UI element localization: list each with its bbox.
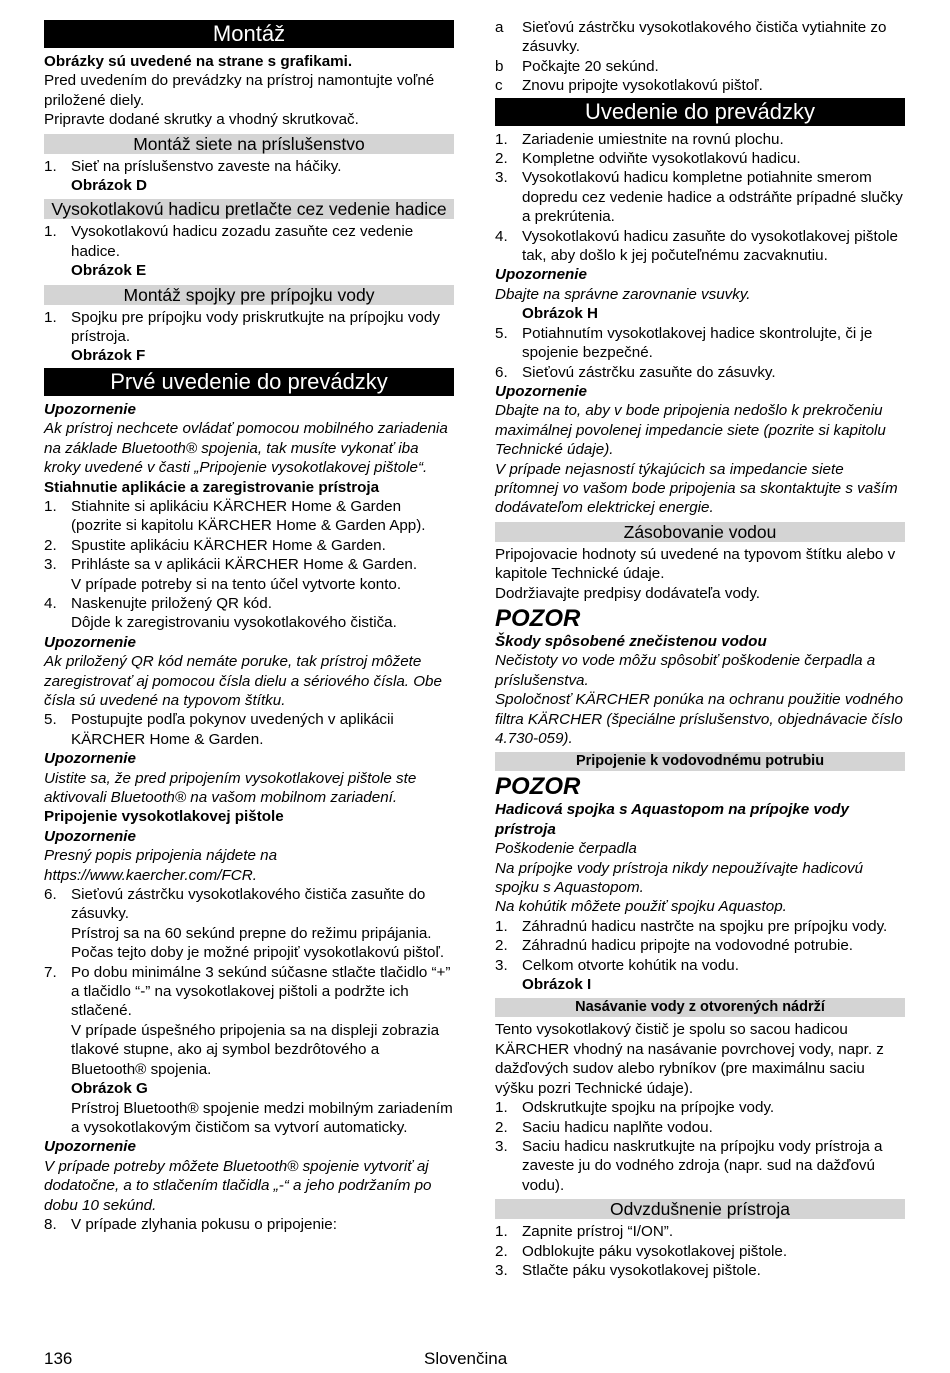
figure-reference: Obrázok I — [522, 976, 592, 994]
list-item — [44, 710, 454, 749]
list-number: 4. — [44, 594, 57, 612]
list-number: 2. — [495, 937, 508, 955]
list-item — [495, 956, 905, 975]
list-number: 2. — [495, 150, 508, 168]
list-item-text: Znovu pripojte vysokotlakovú pištoľ. — [522, 77, 763, 95]
list-number: 3. — [495, 169, 508, 187]
list-number: 1. — [495, 917, 508, 935]
paragraph: Pred uvedením do prevádzky na prístroj namontujte voľné priložené diely. — [44, 72, 435, 109]
list-item — [44, 1215, 454, 1234]
footer-language: Slovenčina — [424, 1349, 508, 1368]
note-text: Ak prístroj nechcete ovládať pomocou mobilného zariadenia na základe Bluetooth® spojenia, tak musíte vykonať iba kroky uvedené v časti „Pripojenie vysokotlakovej pištole“. — [44, 420, 448, 477]
figure-reference: Obrázok H — [522, 305, 598, 323]
list-item-text: Vysokotlakovú hadicu zozadu zasuňte cez vedenie hadice. — [71, 223, 414, 260]
minor-heading: Nasávanie vody z otvorených nádrží — [495, 998, 905, 1017]
list-number: 3. — [44, 556, 57, 574]
page-number: 136 — [44, 1349, 73, 1368]
indented-paragraph: V prípade potreby si na tento účel vytvorte konto. — [71, 575, 402, 593]
list-item — [495, 1118, 905, 1137]
note-heading: Upozornenie — [44, 400, 136, 418]
list-item — [495, 1261, 905, 1280]
list-number: 3. — [495, 956, 508, 974]
list-number: b — [495, 57, 504, 75]
list-number: 7. — [44, 963, 57, 981]
list-number: 8. — [44, 1215, 57, 1233]
indented-paragraph: Prístroj sa na 60 sekúnd prepne do režimu pripájania. Počas tejto doby je možné pripojiť vysokotlakovú pištoľ. — [71, 924, 445, 962]
list-number: a — [495, 19, 504, 36]
indented-paragraph: Dôjde k zaregistrovaniu vysokotlakového čističa. — [71, 614, 397, 632]
list-item-text: Prihláste sa v aplikácii KÄRCHER Home & Garden. — [71, 556, 418, 574]
list-item — [44, 308, 454, 347]
list-number: 3. — [495, 1137, 508, 1155]
list-item — [44, 536, 454, 555]
note-text: V prípade nejasností týkajúcich sa impedancie siete prítomnej vo vašom bode pripojenia sa skontaktujte s vaším dodávateľom elektrickej energie. — [495, 460, 898, 517]
list-item — [495, 1098, 905, 1117]
list-item-text: Odskrutkujte spojku na prípojke vody. — [522, 1099, 775, 1117]
list-item — [44, 157, 454, 176]
list-number: 3. — [495, 1261, 508, 1279]
note-text: Na prípojke vody prístroja nikdy nepoužívajte hadicovú spojku s Aquastopom. — [495, 859, 864, 897]
note-text: Ak priložený QR kód nemáte poruke, tak prístroj môžete zaregistrovať aj pomocou čísla dielu a sériového čísla. Obe čísla sú uvedené na typovom štítku. — [44, 653, 442, 709]
list-item — [44, 963, 454, 1021]
paragraph: Dodržiavajte predpisy dodávateľa vody. — [495, 584, 761, 602]
list-item — [495, 149, 905, 168]
list-item-text: Celkom otvorte kohútik na vodu. — [522, 956, 739, 974]
figure-reference: Obrázok D — [71, 177, 147, 195]
list-number: 1. — [495, 1223, 508, 1241]
list-item — [44, 222, 454, 261]
note-text: Uistite sa, že pred pripojením vysokotlakovej pištole ste aktivovali Bluetooth® na vašom mobilnom zariadení. — [44, 769, 417, 806]
figure-reference: Obrázok E — [71, 262, 147, 280]
list-item — [495, 917, 905, 936]
list-item — [495, 936, 905, 955]
list-item — [495, 168, 905, 226]
subsection-heading: Montáž siete na príslušenstvo — [44, 134, 454, 154]
paragraph: Tento vysokotlakový čistič je spolu so sacou hadicou KÄRCHER vhodný na nasávanie povrchovej vody, napr. z dažďových sudov alebo rybníkov (pre maximálnu saciu výšku pozri Technické údaje). — [495, 1021, 884, 1097]
list-item-text: Spustite aplikáciu KÄRCHER Home & Garden. — [71, 536, 386, 554]
list-number: 1. — [495, 1099, 508, 1117]
subsection-heading: Odvzdušnenie prístroja — [495, 1199, 905, 1219]
list-item-text: Spojku pre prípojku vody priskrutkujte na prípojku vody prístroja. — [71, 308, 440, 346]
list-number: 1. — [44, 157, 57, 175]
list-item-text: V prípade zlyhania pokusu o pripojenie: — [71, 1215, 337, 1233]
list-item — [495, 130, 905, 149]
note-heading: Škody spôsobené znečistenou vodou — [495, 632, 767, 650]
minor-heading: Pripojenie k vodovodnému potrubiu — [495, 752, 905, 771]
list-item-text: Zapnite prístroj “I/ON”. — [522, 1223, 674, 1241]
subsection-heading: Vysokotlakovú hadicu pretlačte cez vedenie hadice — [44, 199, 454, 219]
indented-paragraph: Prístroj Bluetooth® spojenie medzi mobilným zariadením a vysokotlakovým čističom sa vytvorí automaticky. — [71, 1099, 453, 1136]
list-item-text: Sieťovú zástrčku vysokotlakového čističa vytiahnite zo zásuvky. — [522, 19, 887, 56]
list-item-text: Záhradnú hadicu pripojte na vodovodné potrubie. — [522, 937, 853, 955]
figure-reference: Obrázok F — [71, 347, 146, 365]
list-item — [44, 497, 454, 536]
list-item-text: Naskenujte priložený QR kód. — [71, 594, 272, 612]
list-number: 5. — [44, 711, 57, 729]
list-item — [495, 1242, 905, 1261]
list-item-text: Stlačte páku vysokotlakovej pištole. — [522, 1261, 761, 1279]
list-item-text: Saciu hadicu naplňte vodou. — [522, 1118, 713, 1136]
note-text: Poškodenie čerpadla — [495, 840, 637, 858]
subsection-heading: Zásobovanie vodou — [495, 522, 905, 542]
indented-paragraph: V prípade úspešného pripojenia sa na displeji zobrazia tlakové stupne, ako aj symbol bezdrôtového a Bluetooth® spojenia. — [71, 1021, 440, 1078]
list-item — [495, 1137, 905, 1195]
note-text: V prípade potreby môžete Bluetooth® spojenie vytvoriť aj dodatočne, a to stlačením tlačidla „-“ a jeho podržaním po dobu 10 sekúnd. — [44, 1157, 432, 1214]
list-number: 2. — [495, 1118, 508, 1136]
list-number: 6. — [495, 363, 508, 381]
list-item — [44, 594, 454, 613]
list-item-text: Po dobu minimálne 3 sekúnd súčasne stlačte tlačidlo “+” a tlačidlo “-” na vysokotlakovej pištoli a podržte ich stlačené. — [71, 963, 451, 1020]
list-item-text: Vysokotlakovú hadicu zasuňte do vysokotlakovej pištole tak, aby došlo k jej počuteľnému zacvaknutiu. — [522, 227, 898, 265]
note-heading: Upozornenie — [44, 827, 136, 845]
list-item-text: Kompletne odviňte vysokotlakovú hadicu. — [522, 150, 801, 168]
list-item-text: Počkajte 20 sekúnd. — [522, 57, 659, 75]
note-heading: Hadicová spojka s Aquastopom na prípojke vody prístroja — [495, 801, 849, 838]
note-heading: Upozornenie — [44, 633, 136, 651]
list-number: 1. — [44, 497, 57, 515]
bold-paragraph: Obrázky sú uvedené na strane s grafikami. — [44, 53, 353, 70]
list-number: 1. — [495, 130, 508, 148]
sub-list-item — [495, 18, 905, 57]
note-heading: Upozornenie — [495, 266, 587, 284]
list-item-text: Sieťovú zástrčku vysokotlakového čističa zasuňte do zásuvky. — [71, 886, 426, 923]
warning-label: POZOR — [495, 604, 581, 632]
list-item-text: Sieťovú zástrčku zasuňte do zásuvky. — [522, 363, 776, 381]
right-column — [495, 18, 905, 1280]
sub-list-item — [495, 76, 905, 95]
list-item-text: Záhradnú hadicu nastrčte na spojku pre prípojku vody. — [522, 917, 888, 935]
paragraph: Pripojovacie hodnoty sú uvedené na typovom štítku alebo v kapitole Technické údaje. — [495, 545, 896, 583]
left-column — [44, 18, 454, 1234]
note-text: Nečistoty vo vode môžu spôsobiť poškodenie čerpadla a príslušenstva. — [495, 652, 876, 689]
note-text: Spoločnosť KÄRCHER ponúka na ochranu použitie vodného filtra KÄRCHER (špeciálne príslušenstvo, objednávacie číslo 4.730-059). — [495, 691, 904, 747]
list-number: 1. — [44, 223, 57, 241]
note-heading: Upozornenie — [44, 750, 136, 768]
list-item-text: Saciu hadicu naskrutkujte na prípojku vody prístroja a zaveste ju do vodného zdroja (napr. sud na dažďovú vodu). — [522, 1137, 883, 1194]
list-item-text: Sieť na príslušenstvo zaveste na háčiky. — [71, 157, 342, 175]
list-number: 4. — [495, 227, 508, 245]
list-item — [44, 555, 454, 574]
subsection-heading: Montáž spojky pre prípojku vody — [44, 285, 454, 305]
figure-reference: Obrázok G — [71, 1080, 148, 1098]
note-heading: Upozornenie — [44, 1138, 136, 1156]
list-item-text: Postupujte podľa pokynov uvedených v aplikácii KÄRCHER Home & Garden. — [71, 711, 394, 748]
list-item — [495, 324, 905, 363]
sub-list-item — [495, 57, 905, 76]
list-number: 1. — [44, 308, 57, 326]
list-number: 6. — [44, 886, 57, 904]
warning-label: POZOR — [495, 773, 581, 801]
list-item — [495, 227, 905, 266]
list-item-text: Potiahnutím vysokotlakovej hadice skontrolujte, či je spojenie bezpečné. — [522, 324, 873, 362]
note-heading: Upozornenie — [495, 382, 587, 400]
list-item — [495, 363, 905, 382]
list-item-text: Vysokotlakovú hadicu kompletne potiahnite smerom dopredu cez vedenie hadice a odstráňte prípadné slučky a prekrútenia. — [522, 169, 903, 226]
section-heading: Prvé uvedenie do prevádzky — [44, 368, 454, 396]
list-number: 2. — [495, 1242, 508, 1260]
list-item-text: Stiahnite si aplikáciu KÄRCHER Home & Garden (pozrite si kapitolu KÄRCHER Home & Garden App). — [71, 497, 426, 535]
list-item — [44, 885, 454, 924]
note-text: Presný popis pripojenia nájdete na https://www.kaercher.com/FCR. — [44, 847, 278, 884]
list-number: 5. — [495, 324, 508, 342]
section-heading: Montáž — [44, 20, 454, 48]
list-number: 2. — [44, 536, 57, 554]
paragraph: Pripravte dodané skrutky a vhodný skrutkovač. — [44, 111, 359, 129]
section-heading: Uvedenie do prevádzky — [495, 98, 905, 126]
note-text: Na kohútik môžete použiť spojku Aquastop. — [495, 898, 787, 916]
list-item-text: Zariadenie umiestnite na rovnú plochu. — [522, 130, 784, 148]
list-number: c — [495, 77, 503, 95]
bold-paragraph: Pripojenie vysokotlakovej pištole — [44, 808, 284, 826]
bold-paragraph: Stiahnutie aplikácie a zaregistrovanie prístroja — [44, 478, 380, 496]
list-item — [495, 1222, 905, 1241]
note-text: Dbajte na to, aby v bode pripojenia nedošlo k prekročeniu maximálnej povolenej impedancie siete (pozrite si kapitolu Technické údaje). — [495, 402, 886, 459]
note-text: Dbajte na správne zarovnanie vsuvky. — [495, 285, 751, 303]
list-item-text: Odblokujte páku vysokotlakovej pištole. — [522, 1242, 788, 1260]
